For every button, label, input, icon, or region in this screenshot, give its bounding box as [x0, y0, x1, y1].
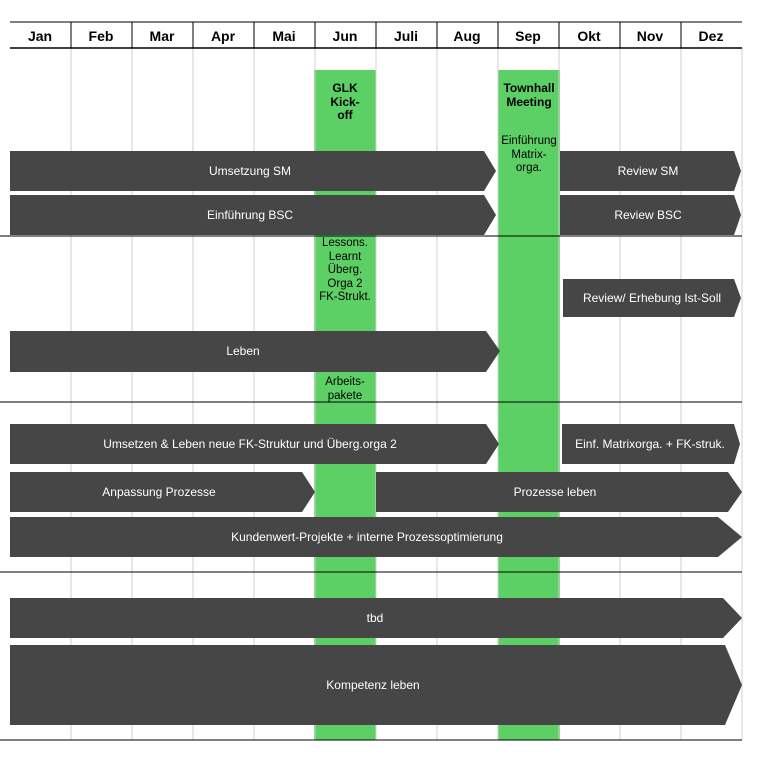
label-leben: Leben	[226, 344, 260, 358]
month-nov: Nov	[636, 28, 664, 44]
milestone-line: orga.	[515, 162, 543, 174]
milestone-line: FK-Strukt.	[319, 291, 371, 303]
milestone-line: Orga 2	[327, 277, 363, 290]
label-umsetzung-sm: Umsetzung SM	[208, 164, 292, 178]
label-tbd: tbd	[366, 611, 384, 625]
milestone-line: Learnt	[328, 250, 362, 263]
month-mar: Mar	[149, 28, 175, 44]
milestone-line: Kick-	[330, 94, 360, 109]
month-feb: Feb	[88, 28, 114, 44]
month-juli: Juli	[393, 28, 419, 44]
milestone-glk-kickoff	[330, 82, 359, 123]
label-anpassung: Anpassung Prozesse	[102, 485, 216, 499]
month-okt: Okt	[577, 28, 601, 44]
milestone-line: off	[337, 108, 353, 122]
month-sep: Sep	[515, 28, 541, 44]
milestone-line: Arbeits-	[325, 376, 365, 388]
label-kompetenz: Kompetenz leben	[326, 678, 420, 692]
milestone-line: Matrix-	[511, 148, 547, 161]
label-umsetzen-leben: Umsetzen & Leben neue FK-Struktur und Überg.orga 2	[103, 437, 397, 451]
label-kundenwert: Kundenwert-Projekte + interne Prozessoptimierung	[231, 530, 503, 544]
month-jan: Jan	[27, 28, 53, 44]
label-review-bsc: Review BSC	[614, 208, 682, 222]
milestone-line: Townhall	[503, 81, 555, 95]
month-jun: Jun	[332, 28, 358, 44]
milestone-line: Meeting	[506, 94, 552, 109]
month-apr: Apr	[210, 28, 236, 44]
milestone-line: Lessons.	[321, 237, 369, 249]
label-prozesse-leben: Prozesse leben	[513, 485, 597, 499]
milestone-arbeitspakete	[325, 376, 365, 403]
month-dez: Dez	[698, 28, 724, 44]
month-aug: Aug	[453, 28, 481, 44]
label-review-erhebung: Review/ Erhebung Ist-Soll	[582, 291, 722, 305]
milestone-einfuehrung-matrixorga	[501, 135, 557, 176]
milestone-line: Überg.	[327, 264, 363, 276]
label-review-sm: Review SM	[617, 164, 679, 178]
label-einf-matrix: Einf. Matrixorga. + FK-struk.	[575, 437, 725, 451]
milestone-townhall	[503, 82, 554, 109]
milestone-line: GLK	[332, 81, 358, 95]
milestone-line: Einführung	[501, 135, 557, 147]
milestone-lessons-learnt	[319, 237, 371, 305]
month-mai: Mai	[272, 28, 296, 44]
milestone-line: pakete	[327, 389, 363, 402]
label-einfuehrung-bsc: Einführung BSC	[206, 208, 294, 222]
